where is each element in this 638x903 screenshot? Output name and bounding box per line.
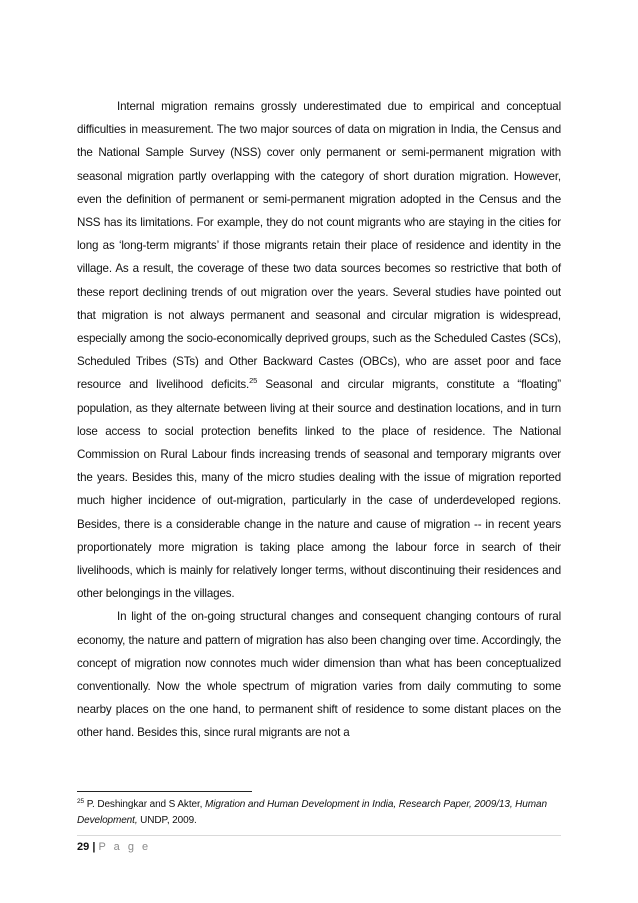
paragraph-1-continuation: Seasonal and circular migrants, constitute a “floating” population, as they alternate between living at their source and destination locations, and in turn lose access to social protection benefits linked to the place of residence. The National Commission on Rural Labour finds increasing trends of seasonal and temporary migrants over the years. Besides this, many of the micro studies dealing with the issue of migration reported much higher incidence of out-migration, particularly in the case of underdeveloped regions. Besides, there is a considerable change in the nature and cause of migration -- in recent years proportionately more migration is taking place among the labour force in search of their livelihoods, which is mainly for relatively longer terms, without discontinuing their residences and other belongings in the villages. <box>77 378 561 601</box>
footnote-authors: P. Deshingkar and S Akter, <box>84 799 206 810</box>
footer-divider <box>77 835 561 836</box>
footnote-title: Migration and Human Development in India, Research Paper, 2009/13, Human Development, <box>77 799 547 826</box>
body-text <box>77 95 561 745</box>
footnote-reference[interactable]: 25 <box>249 376 258 386</box>
footnote-separator <box>77 791 252 792</box>
page-number: 29 <box>77 841 90 853</box>
paragraph-2 <box>77 605 561 744</box>
page-label: P a g e <box>98 841 151 853</box>
footer-separator: | <box>92 841 96 853</box>
paragraph-1-text: Internal migration remains grossly underestimated due to empirical and conceptual difficulties in measurement. The two major sources of data on migration in India, the Census and the National Sample Survey (NSS) cover only permanent or semi-permanent migration with seasonal migration partly overlapping with the category of short duration migration. However, even the definition of permanent or semi-permanent migration adopted in the Census and the NSS has its limitations. For example, they do not count migrants who are staying in the cities for long as ‘long-term migrants’ if those migrants retain their place of residence and identity in the village. As a result, the coverage of these two data sources becomes so restrictive that both of these report declining trends of out migration over the years. Several studies have pointed out that migration is not always permanent and seasonal and circular migration is widespread, especially among the socio-economically deprived groups, such as the Scheduled Castes (SCs), Scheduled Tribes (STs) and Other Backward Castes (OBCs), who are asset poor and face resource and livelihood deficits. <box>77 100 561 392</box>
paragraph-2-text: In light of the on-going structural changes and consequent changing contours of rural economy, the nature and pattern of migration has also been changing over time. Accordingly, the concept of migration now connotes much wider dimension than what has been conceptualized conventionally. Now the whole spectrum of migration varies from daily commuting to some nearby places on the one hand, to permanent shift of residence to some distant places on the other hand. Besides this, since rural migrants are not a <box>77 610 561 740</box>
footnote <box>77 797 561 829</box>
page-footer <box>77 840 151 854</box>
paragraph-1 <box>77 95 561 605</box>
footnote-number: 25 <box>77 798 85 805</box>
footnote-publisher: UNDP, 2009. <box>137 815 197 826</box>
